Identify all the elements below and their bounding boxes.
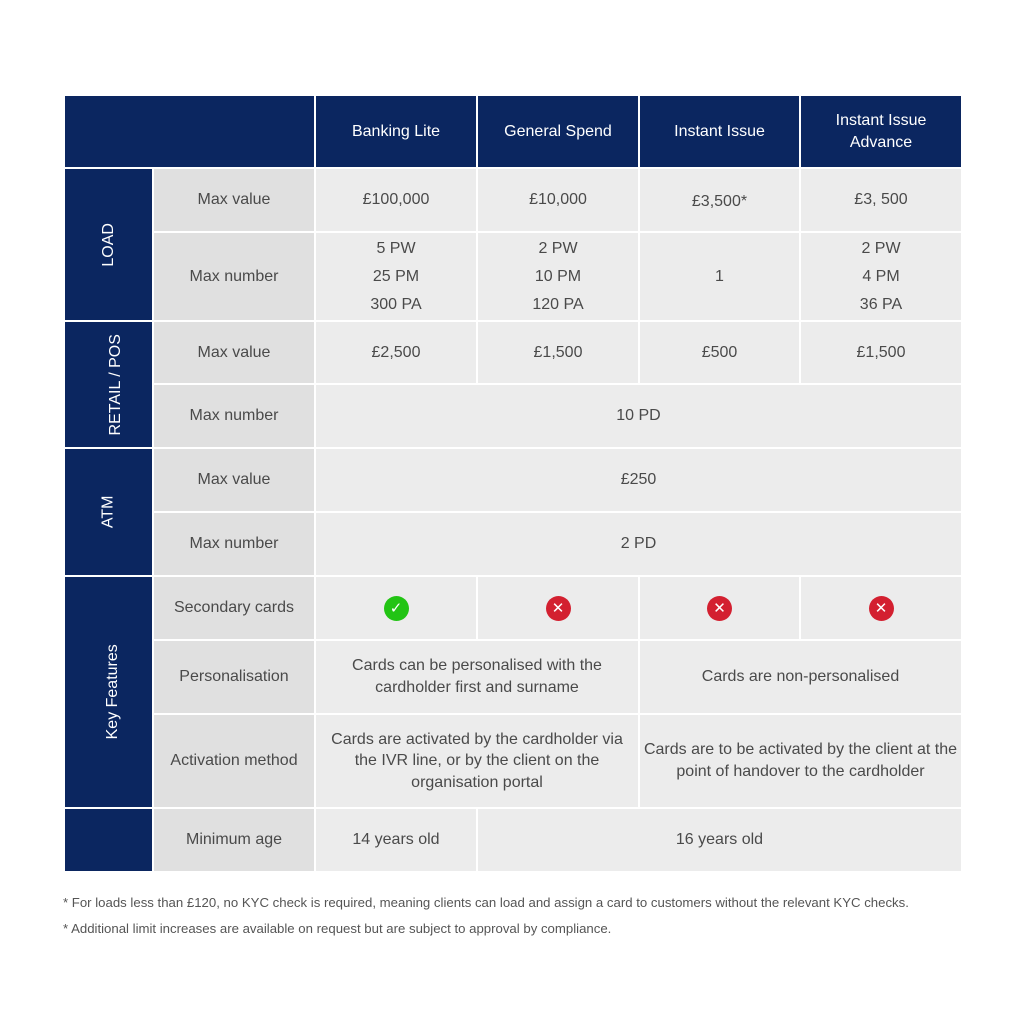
col-header-banking-lite: Banking Lite [315, 95, 477, 168]
cell-value [639, 714, 962, 808]
col-header-instant-issue-advance [800, 95, 962, 168]
cell-value: £500 [639, 321, 800, 384]
group-retail [64, 321, 153, 448]
cell-value [800, 232, 962, 321]
table-row [64, 168, 962, 232]
footnote: * Additional limit increases are available on request but are subject to approval by compliance. [63, 921, 612, 936]
row-label: Max number [153, 512, 315, 576]
group-atm [64, 448, 153, 576]
cell-value [800, 576, 962, 640]
header-row [64, 95, 962, 168]
limit-line: 2 PW [538, 239, 578, 257]
row-label: Secondary cards [153, 576, 315, 640]
footnote: * For loads less than £120, no KYC check is required, meaning clients can load and assign a card to customers without the relevant KYC checks. [63, 895, 909, 910]
cell-value: 2 PD [315, 512, 962, 576]
cell-value: Cards are non-personalised [639, 640, 962, 714]
cell-value [639, 576, 800, 640]
limit-line: 36 PA [859, 295, 903, 313]
cross-circle-icon: ✕ [869, 596, 894, 621]
cell-value: £1,500 [477, 321, 639, 384]
header-corner [64, 95, 315, 168]
col-header-instant-issue: Instant Issue [639, 95, 800, 168]
table-row [64, 576, 962, 640]
cell-value: 16 years old [477, 808, 962, 872]
table-row [64, 512, 962, 576]
cell-value: 10 PD [315, 384, 962, 448]
activation-right-text: Cards are to be activated by the client at the point of handover to the cardholder [643, 741, 958, 780]
table-row [64, 232, 962, 321]
group-empty [64, 808, 153, 872]
cell-value: £100,000 [315, 168, 477, 232]
limit-line: 120 PA [532, 295, 584, 313]
cell-value [315, 714, 639, 808]
cell-value [477, 232, 639, 321]
limit-line: 5 PW [376, 239, 416, 257]
cross-circle-icon: ✕ [707, 596, 732, 621]
cell-value: £2,500 [315, 321, 477, 384]
group-features [64, 576, 153, 808]
cell-value: £10,000 [477, 168, 639, 232]
row-label: Minimum age [153, 808, 315, 872]
group-load [64, 168, 153, 321]
limit-line: 300 PA [370, 295, 422, 313]
cell-value [477, 576, 639, 640]
limit-line: 10 PM [534, 267, 582, 285]
cell-value [315, 576, 477, 640]
cell-value: 14 years old [315, 808, 477, 872]
cell-value [639, 232, 800, 321]
limit-line: 4 PM [862, 267, 900, 285]
row-label: Max number [153, 232, 315, 321]
cell-value: £250 [315, 448, 962, 512]
col-header-instant-issue-advance-text: Instant Issue Advance [835, 111, 927, 151]
table-row [64, 321, 962, 384]
group-load-label: LOAD [99, 222, 117, 267]
activation-left-text: Cards are activated by the cardholder via the IVR line, or by the client on the organisation portal [331, 730, 623, 791]
table-row [64, 640, 962, 714]
limit-line: 25 PM [372, 267, 420, 285]
table-row [64, 384, 962, 448]
row-label: Personalisation [153, 640, 315, 714]
row-label: Max value [153, 321, 315, 384]
cell-value: £3,500* [639, 168, 800, 232]
table-row [64, 808, 962, 872]
cross-circle-icon: ✕ [546, 596, 571, 621]
cell-value [315, 640, 639, 714]
group-atm-label: ATM [99, 495, 117, 529]
cell-value: £3, 500 [800, 168, 962, 232]
table-row [64, 714, 962, 808]
limit-line: 2 PW [861, 239, 901, 257]
limit-line: 1 [715, 267, 724, 285]
row-label: Max number [153, 384, 315, 448]
row-label: Activation method [153, 714, 315, 808]
card-limits-table [63, 94, 963, 873]
cell-value: £1,500 [800, 321, 962, 384]
group-features-label: Key Features [103, 644, 121, 740]
table-row [64, 448, 962, 512]
row-label: Max value [153, 448, 315, 512]
group-retail-label: RETAIL / POS [106, 333, 124, 436]
row-label: Max value [153, 168, 315, 232]
check-circle-icon: ✓ [384, 596, 409, 621]
footnotes [63, 890, 983, 942]
col-header-general-spend: General Spend [477, 95, 639, 168]
personalisation-left-text: Cards can be personalised with the cardholder first and surname [352, 657, 602, 696]
cell-value [315, 232, 477, 321]
